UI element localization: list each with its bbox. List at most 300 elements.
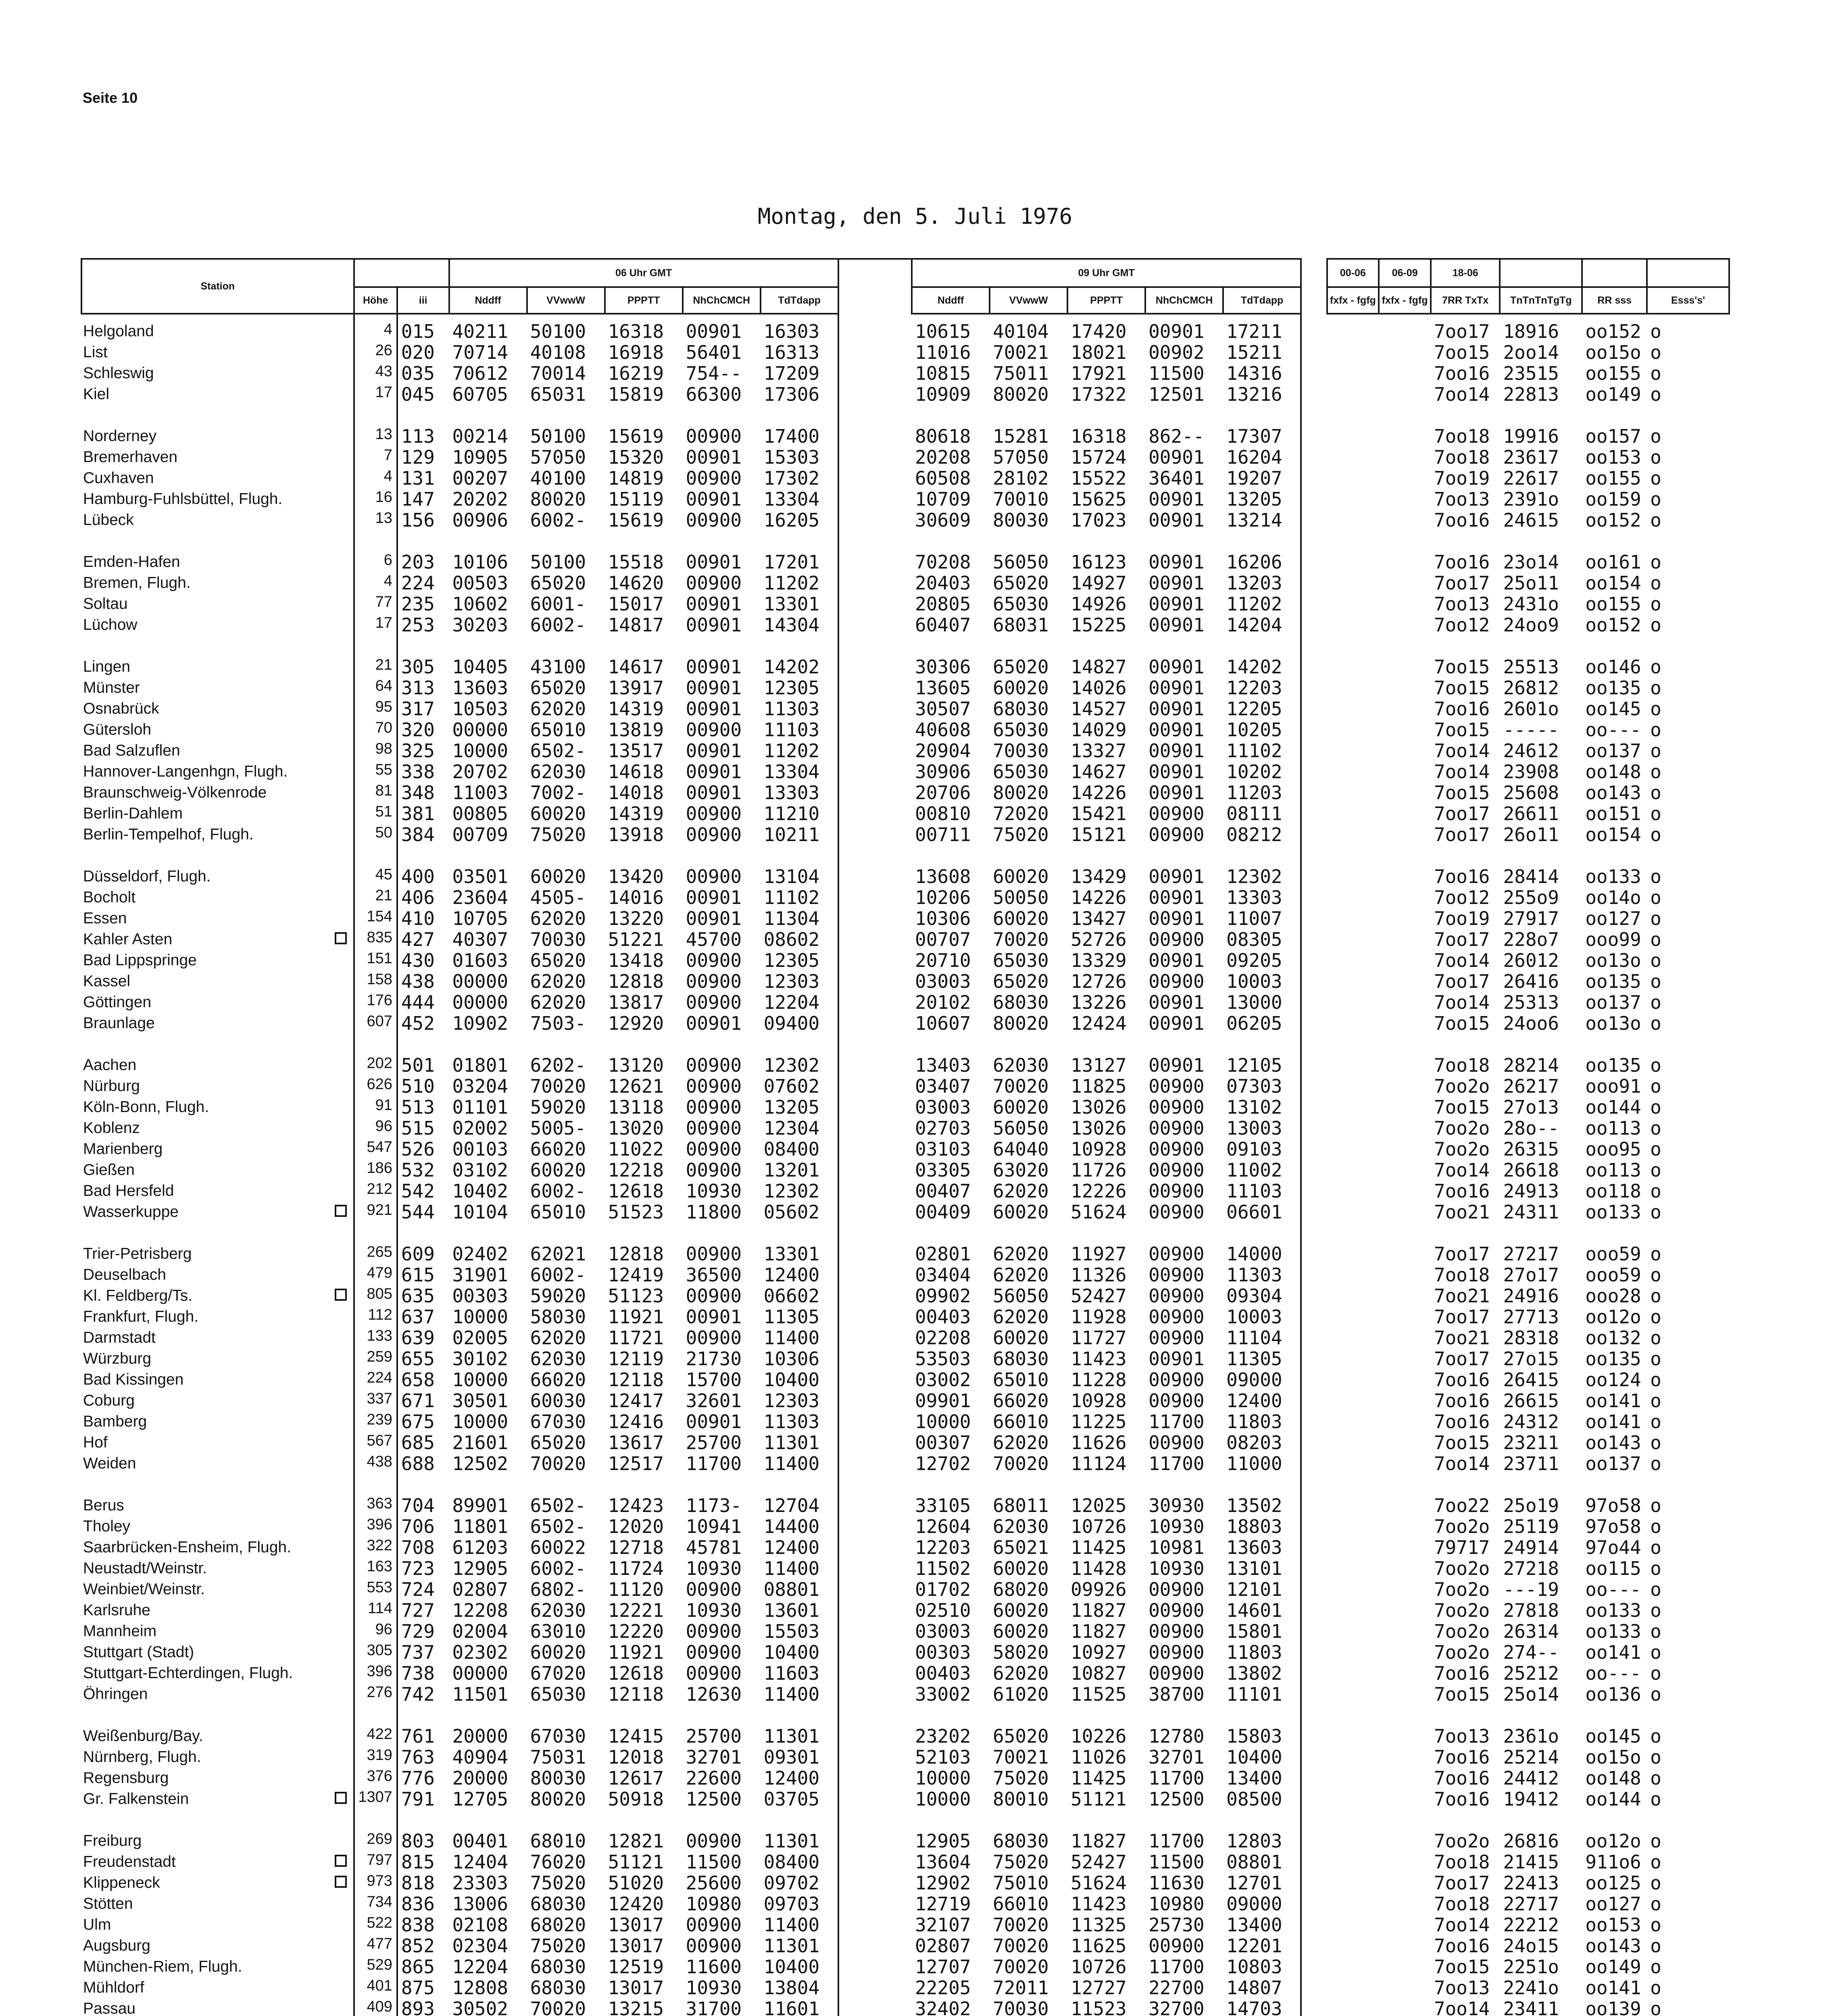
obs09-clouds: 11700 — [1148, 1831, 1205, 1851]
obs06-dewpoint-tendency: 16313 — [761, 342, 838, 363]
max-temp-group: 7oo19 — [1434, 468, 1490, 489]
obs06-pressure-temp: 12423 — [608, 1495, 664, 1516]
gust-00-06 — [1327, 1684, 1379, 1705]
obs06-dewpoint-tendency: 03705 — [761, 1789, 838, 1810]
obs09-wind: 20710 — [915, 950, 971, 971]
obs06-wind: 89901 — [452, 1495, 509, 1516]
group-spacer — [81, 1474, 1729, 1495]
gust-06-09 — [1379, 761, 1431, 782]
obs06-dewpoint-tendency: 11400 — [761, 1914, 838, 1935]
obs06-pressure-temp: 12617 — [608, 1768, 664, 1789]
min-temp-group: 24916 — [1503, 1285, 1559, 1306]
obs06-visibility-weather: 65031 — [530, 384, 586, 405]
obs06-clouds: 66300 — [686, 384, 742, 405]
station-id: 338 — [401, 761, 435, 782]
station-row — [81, 677, 1729, 698]
mountain-station-marker-icon — [335, 1876, 347, 1888]
station-name: Gütersloh — [81, 719, 354, 740]
obs09-pressure-temp: 11827 — [1071, 1831, 1127, 1851]
obs09-clouds: 11700 — [1148, 1453, 1205, 1474]
station-height: 64 — [354, 677, 397, 698]
group-spacer — [81, 405, 1729, 426]
obs09-pressure-temp: 09926 — [1071, 1579, 1127, 1600]
obs09-dewpoint-tendency: 10400 — [1223, 1747, 1301, 1768]
obs06-wind: 00805 — [452, 803, 509, 824]
station-name: Ulm — [81, 1914, 354, 1935]
obs06-visibility-weather: 65030 — [530, 1684, 586, 1705]
obs09-clouds: 10930 — [1148, 1516, 1205, 1537]
obs09-wind: 33002 — [915, 1684, 971, 1705]
station-name: Aachen — [81, 1055, 354, 1076]
min-temp-group: 26o11 — [1503, 824, 1559, 845]
snow-group: o — [1650, 1076, 1661, 1097]
min-temp-group: 27217 — [1503, 1243, 1559, 1264]
obs09-pressure-temp: 11425 — [1071, 1537, 1127, 1558]
obs06-dewpoint-tendency: 11603 — [761, 1663, 838, 1684]
obs09-visibility-weather: 57050 — [993, 447, 1049, 468]
obs06-clouds: 00900 — [686, 1055, 742, 1076]
obs09-dewpoint-tendency: 13303 — [1223, 887, 1301, 908]
precip-group: 97o58 — [1585, 1495, 1641, 1516]
gust-00-06 — [1327, 314, 1379, 342]
max-temp-group: 7oo21 — [1434, 1285, 1490, 1306]
obs09-dewpoint-tendency: 13214 — [1223, 510, 1301, 531]
obs06-visibility-weather: 62020 — [530, 908, 586, 929]
station-height: 16 — [354, 489, 397, 510]
max-temp-group: 7oo14 — [1434, 1453, 1490, 1474]
obs09-pressure-temp: 14927 — [1071, 573, 1127, 594]
obs09-pressure-temp: 11026 — [1071, 1747, 1127, 1768]
snow-group: o — [1650, 614, 1661, 635]
gust-00-06 — [1327, 1348, 1379, 1369]
obs06-dewpoint-tendency: 11304 — [761, 908, 838, 929]
obs09-dewpoint-tendency: 19207 — [1223, 468, 1301, 489]
obs06-dewpoint-tendency: 11301 — [761, 1432, 838, 1453]
snow-group: o — [1650, 1600, 1661, 1621]
obs09-clouds: 00901 — [1148, 656, 1205, 677]
obs09-wind: 03003 — [915, 1621, 971, 1642]
obs09-clouds: 11700 — [1148, 1411, 1205, 1432]
station-id: 131 — [401, 468, 435, 489]
station-height: 51 — [354, 803, 397, 824]
obs06-visibility-weather: 75031 — [530, 1747, 586, 1768]
gust-06-09 — [1379, 573, 1431, 594]
snow-group: o — [1650, 1348, 1661, 1369]
gust-06-09 — [1379, 1202, 1431, 1223]
station-name: Neustadt/Weinstr. — [81, 1558, 354, 1579]
obs06-pressure-temp: 12818 — [608, 971, 664, 992]
obs09-pressure-temp: 14827 — [1071, 656, 1127, 677]
max-temp-group: 7oo15 — [1434, 677, 1490, 698]
gust-00-06 — [1327, 1726, 1379, 1747]
snow-group: o — [1650, 1726, 1661, 1747]
snow-group: o — [1650, 594, 1661, 614]
station-row — [81, 1935, 1729, 1956]
station-name: List — [81, 342, 354, 363]
station-height: 835 — [354, 929, 397, 950]
station-id: 724 — [401, 1579, 435, 1600]
gust-00-06 — [1327, 908, 1379, 929]
obs09-visibility-weather: 68011 — [993, 1495, 1049, 1516]
obs09-visibility-weather: 75010 — [993, 1872, 1049, 1893]
obs06-visibility-weather: 65020 — [530, 677, 586, 698]
station-id: 893 — [401, 1998, 435, 2016]
station-height: 322 — [354, 1537, 397, 1558]
obs06-pressure-temp: 13418 — [608, 950, 664, 971]
gust-00-06 — [1327, 1914, 1379, 1935]
station-height: 276 — [354, 1684, 397, 1705]
gust-06-09 — [1379, 1600, 1431, 1621]
gust-00-06 — [1327, 866, 1379, 887]
station-row — [81, 719, 1729, 740]
station-height: 13 — [354, 510, 397, 531]
obs09-wind: 10615 — [915, 321, 971, 342]
station-name: Weinbiet/Weinstr. — [81, 1579, 354, 1600]
station-row — [81, 614, 1729, 635]
station-name: Köln-Bonn, Flugh. — [81, 1097, 354, 1118]
header-09-col5: TdTdapp — [1223, 287, 1301, 314]
obs09-visibility-weather: 58020 — [993, 1642, 1049, 1663]
obs09-visibility-weather: 68030 — [993, 1348, 1049, 1369]
obs09-dewpoint-tendency: 17211 — [1223, 314, 1301, 342]
obs09-dewpoint-tendency: 08212 — [1223, 824, 1301, 845]
station-name: Soltau — [81, 594, 354, 614]
station-name: Göttingen — [81, 992, 354, 1013]
obs06-clouds: 00900 — [686, 1076, 742, 1097]
gust-00-06 — [1327, 782, 1379, 803]
min-temp-group: 25513 — [1503, 656, 1559, 677]
precip-group: oo135 — [1585, 971, 1641, 992]
station-id: 129 — [401, 447, 435, 468]
station-height: 4 — [354, 468, 397, 489]
station-id: 515 — [401, 1118, 435, 1139]
snow-group: o — [1650, 1327, 1661, 1348]
min-temp-group: 26618 — [1503, 1160, 1559, 1181]
gust-06-09 — [1379, 426, 1431, 447]
obs09-dewpoint-tendency: 14703 — [1223, 1998, 1301, 2016]
gust-00-06 — [1327, 1935, 1379, 1956]
snow-group: o — [1650, 1642, 1661, 1663]
obs09-wind: 12905 — [915, 1831, 971, 1851]
obs06-visibility-weather: 68010 — [530, 1831, 586, 1851]
obs09-pressure-temp: 15421 — [1071, 803, 1127, 824]
gust-06-09 — [1379, 614, 1431, 635]
snow-group: o — [1650, 740, 1661, 761]
obs06-clouds: 00900 — [686, 1285, 742, 1306]
obs06-dewpoint-tendency: 15303 — [761, 447, 838, 468]
gust-06-09 — [1379, 1139, 1431, 1160]
snow-group: o — [1650, 1432, 1661, 1453]
precip-group: oo15o — [1585, 1747, 1641, 1768]
obs09-clouds: 25730 — [1148, 1914, 1205, 1935]
station-id: 313 — [401, 677, 435, 698]
group-spacer — [81, 845, 1729, 866]
gust-06-09 — [1379, 1851, 1431, 1872]
station-id: 637 — [401, 1306, 435, 1327]
obs06-dewpoint-tendency: 17400 — [761, 426, 838, 447]
station-height: 43 — [354, 363, 397, 384]
gust-00-06 — [1327, 1285, 1379, 1306]
station-row — [81, 1202, 1729, 1223]
max-temp-group: 7oo17 — [1434, 929, 1490, 950]
obs06-visibility-weather: 6002- — [530, 1264, 586, 1285]
obs09-wind: 03003 — [915, 1097, 971, 1118]
gust-00-06 — [1327, 887, 1379, 908]
max-temp-group: 7oo18 — [1434, 1055, 1490, 1076]
max-temp-group: 7oo2o — [1434, 1642, 1490, 1663]
gust-06-09 — [1379, 1872, 1431, 1893]
obs06-pressure-temp: 13617 — [608, 1432, 664, 1453]
precip-group: ooo59 — [1585, 1264, 1641, 1285]
obs06-wind: 02002 — [452, 1118, 509, 1139]
min-temp-group: 2361o — [1503, 1726, 1559, 1747]
obs09-pressure-temp: 11423 — [1071, 1348, 1127, 1369]
obs09-visibility-weather: 80020 — [993, 384, 1049, 405]
precip-group: 911o6 — [1585, 1851, 1641, 1872]
station-id: 708 — [401, 1537, 435, 1558]
precip-group: oo155 — [1585, 594, 1641, 614]
obs09-pressure-temp: 12727 — [1071, 1977, 1127, 1998]
obs06-pressure-temp: 15320 — [608, 447, 664, 468]
station-name: Bad Salzuflen — [81, 740, 354, 761]
station-id: 015 — [401, 321, 435, 342]
obs06-visibility-weather: 60020 — [530, 866, 586, 887]
header-09-gmt: 09 Uhr GMT — [912, 259, 1301, 287]
obs09-clouds: 32701 — [1148, 1747, 1205, 1768]
obs06-pressure-temp: 14016 — [608, 887, 664, 908]
min-temp-group: 24412 — [1503, 1768, 1559, 1789]
obs09-visibility-weather: 62030 — [993, 1055, 1049, 1076]
obs09-visibility-weather: 70030 — [993, 740, 1049, 761]
station-height: 151 — [354, 950, 397, 971]
gust-06-09 — [1379, 1390, 1431, 1411]
precip-group: oo135 — [1585, 1348, 1641, 1369]
station-name: Tholey — [81, 1516, 354, 1537]
station-height: 55 — [354, 761, 397, 782]
obs06-dewpoint-tendency: 11202 — [761, 573, 838, 594]
obs09-visibility-weather: 80030 — [993, 510, 1049, 531]
gust-00-06 — [1327, 719, 1379, 740]
snow-group: o — [1650, 321, 1661, 342]
obs06-visibility-weather: 5005- — [530, 1118, 586, 1139]
obs06-wind: 10000 — [452, 740, 509, 761]
obs09-dewpoint-tendency: 11101 — [1223, 1684, 1301, 1705]
obs09-visibility-weather: 40104 — [993, 321, 1049, 342]
station-name: Gr. Falkenstein — [81, 1789, 354, 1810]
precip-group: oo151 — [1585, 803, 1641, 824]
max-temp-group: 7oo13 — [1434, 594, 1490, 614]
max-temp-group: 7oo16 — [1434, 552, 1490, 573]
obs06-pressure-temp: 15819 — [608, 384, 664, 405]
obs06-wind: 00214 — [452, 426, 509, 447]
obs06-clouds: 00901 — [686, 552, 742, 573]
obs06-dewpoint-tendency: 11400 — [761, 1684, 838, 1705]
obs06-clouds: 00900 — [686, 573, 742, 594]
station-id: 224 — [401, 573, 435, 594]
station-id: 317 — [401, 698, 435, 719]
station-row — [81, 1076, 1729, 1097]
min-temp-group: 27o15 — [1503, 1348, 1559, 1369]
station-height: 259 — [354, 1348, 397, 1369]
gust-06-09 — [1379, 824, 1431, 845]
obs06-wind: 40307 — [452, 929, 509, 950]
obs09-clouds: 10981 — [1148, 1537, 1205, 1558]
obs09-pressure-temp: 13226 — [1071, 992, 1127, 1013]
station-height: 529 — [354, 1956, 397, 1977]
obs06-wind: 20202 — [452, 489, 509, 510]
obs06-dewpoint-tendency: 16205 — [761, 510, 838, 531]
obs06-wind: 10000 — [452, 1411, 509, 1432]
obs06-dewpoint-tendency: 11301 — [761, 1831, 838, 1851]
obs06-wind: 40211 — [452, 321, 509, 342]
obs09-pressure-temp: 13429 — [1071, 866, 1127, 887]
obs09-dewpoint-tendency: 14807 — [1223, 1977, 1301, 1998]
obs06-pressure-temp: 15619 — [608, 510, 664, 531]
obs06-clouds: 00900 — [686, 803, 742, 824]
obs09-pressure-temp: 13026 — [1071, 1118, 1127, 1139]
gust-00-06 — [1327, 1642, 1379, 1663]
obs06-visibility-weather: 62021 — [530, 1243, 586, 1264]
snow-group: o — [1650, 992, 1661, 1013]
station-id: 776 — [401, 1768, 435, 1789]
station-id: 406 — [401, 887, 435, 908]
obs06-visibility-weather: 6002- — [530, 1558, 586, 1579]
obs09-visibility-weather: 70021 — [993, 1747, 1049, 1768]
precip-group: oo149 — [1585, 384, 1641, 405]
station-row — [81, 1432, 1729, 1453]
obs09-visibility-weather: 66010 — [993, 1893, 1049, 1914]
header-maxtemp: 7RR TxTx — [1431, 287, 1500, 314]
obs06-visibility-weather: 60020 — [530, 1160, 586, 1181]
obs09-wind: 00810 — [915, 803, 971, 824]
snow-group: o — [1650, 342, 1661, 363]
obs09-pressure-temp: 10226 — [1071, 1726, 1127, 1747]
obs09-dewpoint-tendency: 09103 — [1223, 1139, 1301, 1160]
obs09-wind: 10607 — [915, 1013, 971, 1034]
obs09-wind: 10909 — [915, 384, 971, 405]
station-height: 239 — [354, 1411, 397, 1432]
obs06-dewpoint-tendency: 09703 — [761, 1893, 838, 1914]
obs09-visibility-weather: 75020 — [993, 1851, 1049, 1872]
header-06-col5: TdTdapp — [761, 287, 838, 314]
station-name: Karlsruhe — [81, 1600, 354, 1621]
station-name: Darmstadt — [81, 1327, 354, 1348]
snow-group: o — [1650, 1998, 1661, 2016]
obs09-visibility-weather: 65030 — [993, 719, 1049, 740]
station-height: 1307 — [354, 1789, 397, 1810]
obs06-visibility-weather: 40100 — [530, 468, 586, 489]
obs06-clouds: 00900 — [686, 510, 742, 531]
obs09-dewpoint-tendency: 12205 — [1223, 698, 1301, 719]
obs06-pressure-temp: 51121 — [608, 1851, 664, 1872]
station-id: 838 — [401, 1914, 435, 1935]
obs09-visibility-weather: 70020 — [993, 1453, 1049, 1474]
obs06-wind: 20702 — [452, 761, 509, 782]
max-temp-group: 7oo15 — [1434, 1684, 1490, 1705]
station-row — [81, 1558, 1729, 1579]
obs09-wind: 00303 — [915, 1642, 971, 1663]
obs09-pressure-temp: 16318 — [1071, 426, 1127, 447]
station-id: 305 — [401, 656, 435, 677]
min-temp-group: 27917 — [1503, 908, 1559, 929]
obs06-pressure-temp: 12420 — [608, 1893, 664, 1914]
obs06-wind: 10905 — [452, 447, 509, 468]
snow-group: o — [1650, 1558, 1661, 1579]
station-id: 738 — [401, 1663, 435, 1684]
obs06-wind: 01801 — [452, 1055, 509, 1076]
snow-group: o — [1650, 1055, 1661, 1076]
obs09-dewpoint-tendency: 16206 — [1223, 552, 1301, 573]
station-id: 671 — [401, 1390, 435, 1411]
header-06-gmt: 06 Uhr GMT — [449, 259, 838, 287]
gust-00-06 — [1327, 1600, 1379, 1621]
obs09-visibility-weather: 63020 — [993, 1160, 1049, 1181]
obs09-pressure-temp: 14926 — [1071, 594, 1127, 614]
obs09-clouds: 00901 — [1148, 321, 1205, 342]
obs09-wind: 03003 — [915, 971, 971, 992]
station-height: 21 — [354, 656, 397, 677]
obs06-pressure-temp: 16318 — [608, 321, 664, 342]
obs06-wind: 11801 — [452, 1516, 509, 1537]
obs09-clouds: 00900 — [1148, 1076, 1205, 1097]
obs06-dewpoint-tendency: 12400 — [761, 1264, 838, 1285]
gust-06-09 — [1379, 1264, 1431, 1285]
obs06-wind: 30203 — [452, 614, 509, 635]
gust-06-09 — [1379, 1768, 1431, 1789]
snow-group: o — [1650, 1285, 1661, 1306]
obs06-pressure-temp: 13017 — [608, 1935, 664, 1956]
weather-observation-table — [81, 258, 1730, 2016]
obs06-visibility-weather: 7503- — [530, 1013, 586, 1034]
obs06-dewpoint-tendency: 17209 — [761, 363, 838, 384]
gust-06-09 — [1379, 510, 1431, 531]
obs06-dewpoint-tendency: 11303 — [761, 698, 838, 719]
obs06-dewpoint-tendency: 13601 — [761, 1600, 838, 1621]
station-name: Coburg — [81, 1390, 354, 1411]
station-height: 133 — [354, 1327, 397, 1348]
header-06-col2: VVwwW — [527, 287, 605, 314]
header-06-col1: Nddff — [449, 287, 527, 314]
obs06-visibility-weather: 76020 — [530, 1851, 586, 1872]
obs06-pressure-temp: 13918 — [608, 824, 664, 845]
precip-group: oo153 — [1585, 447, 1641, 468]
precip-group: oo148 — [1585, 761, 1641, 782]
obs06-visibility-weather: 59020 — [530, 1097, 586, 1118]
obs06-clouds: 32601 — [686, 1390, 742, 1411]
obs09-dewpoint-tendency: 11803 — [1223, 1642, 1301, 1663]
snow-group: o — [1650, 887, 1661, 908]
gust-00-06 — [1327, 803, 1379, 824]
obs09-clouds: 36401 — [1148, 468, 1205, 489]
max-temp-group: 7oo16 — [1434, 1181, 1490, 1202]
obs09-pressure-temp: 52427 — [1071, 1285, 1127, 1306]
station-height: 17 — [354, 384, 397, 405]
station-name: Braunlage — [81, 1013, 354, 1034]
obs09-pressure-temp: 11625 — [1071, 1935, 1127, 1956]
max-temp-group: 7oo16 — [1434, 1935, 1490, 1956]
obs06-wind: 13006 — [452, 1893, 509, 1914]
max-temp-group: 7oo18 — [1434, 1893, 1490, 1914]
header-09-col2: VVwwW — [990, 287, 1067, 314]
obs06-pressure-temp: 14319 — [608, 698, 664, 719]
gust-00-06 — [1327, 1327, 1379, 1348]
obs06-clouds: 00900 — [686, 1831, 742, 1851]
obs06-pressure-temp: 12221 — [608, 1600, 664, 1621]
station-id: 544 — [401, 1202, 435, 1223]
obs06-pressure-temp: 12020 — [608, 1516, 664, 1537]
station-row — [81, 803, 1729, 824]
gust-06-09 — [1379, 1243, 1431, 1264]
